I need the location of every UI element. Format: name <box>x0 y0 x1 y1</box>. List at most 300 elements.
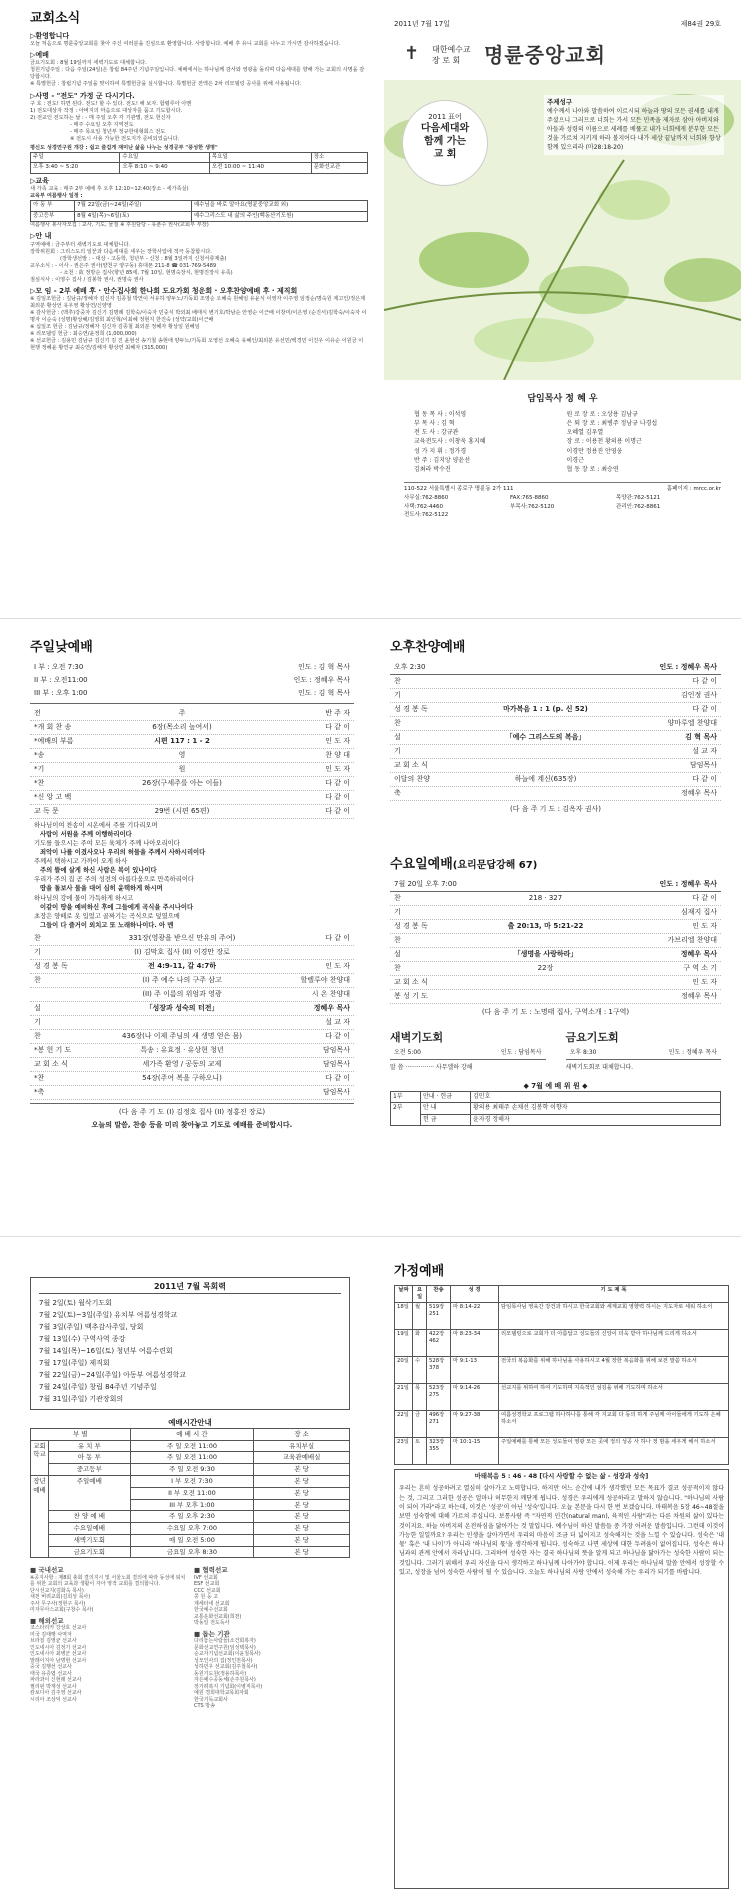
order-label: *송 <box>34 750 45 759</box>
afternoon-title: 오후찬양예배 <box>390 640 466 655</box>
order-detail: 218 · 327 <box>528 893 563 902</box>
table-cell: 496장 271 <box>427 1410 451 1437</box>
order-row <box>30 707 354 721</box>
order-label: 찬 <box>394 718 401 727</box>
mission-item: 다리놓는사람들(소건회복자) <box>194 1638 256 1645</box>
order-label: 기 <box>394 746 401 755</box>
bulletin-cover <box>384 0 741 605</box>
order-label: 이달의 찬양 <box>394 774 431 783</box>
order-row <box>390 717 721 731</box>
denomination-line: 장 로 회 <box>432 56 461 65</box>
order-row <box>30 791 354 805</box>
order-label: 찬 <box>34 976 41 985</box>
table-cell: 금요기도회 <box>49 1546 131 1558</box>
order-detail: 6장(목소리 높여서) <box>152 722 212 731</box>
time-text: 오후 2:30 <box>394 662 426 671</box>
guide-line: 교우소식 : - 이사 - 권은주 권사(양천구 양구동) 휴대폰 211-8 ☎ 031-769-5489 <box>30 262 217 269</box>
offering-line: ※ 선교헌금 : 김용민 김남규 김신기 김 진 윤현선 송기철 송현애 양두노/기독회 오영선 오혜숙 유혜인/최외분 유선민/백경민 이진우 이유순 이원금 이현행 정혜윤 황연규 최승연/김해자 황상연 최혜자 (315,000) <box>30 338 364 352</box>
news-title: 교회소식 <box>30 11 81 26</box>
mission-item: 예원 경희대학교목회자회 <box>194 1690 249 1697</box>
mission-lists <box>30 1566 350 1709</box>
table-cell: II 부 오전 11:00 <box>130 1487 254 1499</box>
service-time <box>30 687 354 700</box>
reading-line: 죄악이 나를 이겼사오나 우리의 허물을 주께서 사하시리이다 <box>40 848 206 856</box>
motto-line: 다음세대와 <box>420 123 470 135</box>
table-cell: 본 당 <box>254 1511 350 1523</box>
table-cell: I 부 오전 7:30 <box>130 1475 254 1487</box>
order-who: 정혜우 목사 <box>680 788 717 797</box>
order-row <box>390 990 721 1004</box>
order-who: 담임목사 <box>322 1088 350 1097</box>
dawn-prayer <box>390 1031 546 1072</box>
order-who: 다 같 이 <box>692 704 717 713</box>
mission-item: 교통운화선교회(희천) <box>194 1613 242 1620</box>
time-text: II 부 : 오전11:00 <box>34 675 88 684</box>
staff-item: 부 목 사 : 김 혁 <box>414 420 455 428</box>
order-row <box>30 974 354 988</box>
table-cell: 422장 462 <box>427 1329 451 1356</box>
table-cell: 19일 <box>395 1329 413 1356</box>
home-table <box>394 1285 729 1465</box>
order-who: 담임목사 <box>322 1046 350 1055</box>
order-label: *축 <box>34 1088 45 1097</box>
table-cell: 주일예배를 통해 모든 성도들이 영광 모든 곳에 정의 성공 사 하나 정 밤을 세우게 해서 하소서 <box>499 1437 729 1464</box>
order-who: 담임목사 <box>689 760 717 769</box>
mission-item: 문화선교연구원(임성택목사) <box>194 1644 256 1651</box>
homepage: 홈페이지 : mrcc.or.kr <box>666 485 721 492</box>
mission-col-right <box>194 1566 350 1709</box>
table-cell: 부 별 <box>31 1428 131 1440</box>
order-row <box>390 689 721 703</box>
order-label: *찬 <box>34 1074 45 1083</box>
edu-more: 여름행사 봉사자모집 : 교사, 기도, 물질 ※ 후원담당 - 유춘수 권사(교회부 부장) <box>30 222 209 229</box>
order-detail: 시편 117 : 1 - 2 <box>154 736 210 745</box>
staff-item: 전 도 사 : 강규관 <box>414 429 459 437</box>
guide-line: 점심식사 : 이영수 집사 / 김봉학 권사, 권명숙 권사 <box>30 276 144 283</box>
leader-text: 인도 : 정혜우 목사 <box>293 675 350 684</box>
table-cell: 오전 10:00 ~ 11:40 <box>209 163 311 173</box>
table-cell: 토 <box>413 1437 427 1464</box>
order-detail: 주 <box>178 708 186 717</box>
time-text: 오후 8:30 <box>569 1048 597 1056</box>
table-cell: 본 당 <box>254 1534 350 1546</box>
mission-item: 새천 버려교회(김희성 목사) <box>30 1594 91 1601</box>
table-cell: 유치부실 <box>254 1440 350 1452</box>
wednesday-title <box>390 856 721 874</box>
mission-item: CCC 선교회 <box>194 1587 221 1594</box>
order-who: 양마루엘 찬양대 <box>667 718 717 727</box>
table-cell: 목요일 <box>209 153 311 163</box>
mission-item: 순교자기념선교회(이윤철목사) <box>194 1651 261 1658</box>
order-who: 심재지 집사 <box>680 907 717 916</box>
welcome-text: 오늘 처음으로 명륜중앙교회를 찾아 주신 여러분을 진심으로 환영합니다. 사랑합니다. 예배 후 유니 교회를 나누고 가시면 감사하겠습니다. <box>30 40 341 47</box>
table-cell: 새벽기도회 <box>49 1534 131 1546</box>
order-who: 인 도 자 <box>692 977 717 986</box>
table-cell: 기 도 제 목 <box>499 1285 729 1302</box>
order-who: 다 같 이 <box>325 1074 350 1083</box>
church-news <box>0 0 384 352</box>
motto-line: 2011 표어 <box>428 113 462 121</box>
reading-line: 땅을 돌보사 물을 대어 심히 윤택하게 하시며 <box>40 885 163 893</box>
afternoon-header <box>390 661 721 675</box>
mission-item: 캄보디아 김주영 선교사 <box>30 1690 82 1697</box>
order-detail: 331장(영광을 받으신 만유의 주여) <box>128 934 236 943</box>
calendar-item: 7월 22일(금)~24일(주일) 아동부 여름성경학교 <box>39 1370 187 1379</box>
address <box>404 482 721 493</box>
table-cell: 선교지를 위하여 하여 기도하며 지속적인 섬김을 위해 기도하며 하소서 <box>499 1383 729 1410</box>
table-cell: 수요일 <box>120 153 209 163</box>
time-text: 7월 20일 오후 7:00 <box>394 879 457 888</box>
order-row <box>390 675 721 689</box>
order-who: 인 도 자 <box>325 736 350 745</box>
order-detail: 54장(주여 복을 구하오니) <box>142 1074 222 1083</box>
duty-roster <box>390 1082 721 1126</box>
table-cell: 전국의 복음화를 위해 하나님을 사용하시고 4월 장한 복음화를 위해 보전 말씀 하소서 <box>499 1356 729 1383</box>
devotional-title: 마태복음 5 : 46 - 48 [다시 사랑할 수 없는 삶 - 성장과 성숙] <box>474 1472 649 1480</box>
mission-item: 코스타리카 강상호 선교사 <box>30 1625 87 1632</box>
table-cell: 예수님을 바로 알아요(명륜중앙교회 외) <box>191 201 367 211</box>
table-cell: 장 소 <box>254 1428 350 1440</box>
order-label: 설 <box>394 732 401 741</box>
home-title: 가정예배 <box>394 1264 445 1279</box>
order-row <box>390 892 721 906</box>
table-cell: 주 일 오전 11:00 <box>130 1440 254 1452</box>
dawn-title: 새벽기도회 <box>390 1030 444 1044</box>
staff-item: 반 주 : 김지앙 양윤선 <box>414 456 471 464</box>
duty-title: ◆ 7월 예 배 위 원 ◆ <box>523 1081 588 1090</box>
table-cell: 본 당 <box>254 1523 350 1535</box>
table-cell: 아 동 부 <box>49 1452 131 1464</box>
order-who: 가브리엘 찬양대 <box>667 935 717 944</box>
phones <box>384 493 741 521</box>
order-who: 인 도 자 <box>325 764 350 773</box>
cross-icon: ✝ <box>404 43 420 64</box>
worship-heading: ▷예배 <box>30 51 49 59</box>
guide-heading: ▷안 내 <box>30 232 52 241</box>
home-worship <box>370 1237 741 1889</box>
order-who: 다 같 이 <box>325 934 350 943</box>
church-name: 명륜중앙교회 <box>484 43 606 67</box>
order-row <box>390 920 721 934</box>
order-who: 설 교 자 <box>325 1018 350 1027</box>
table-cell: 오후 3:40 ~ 5:20 <box>31 163 120 173</box>
mission-item: 장기려복지 기념회(이병직목사) <box>194 1683 263 1690</box>
table-cell: 헌 금 <box>421 1114 471 1125</box>
order-who: 다 같 이 <box>692 893 717 902</box>
worship-line: 금요기도회 : 8월 19일까지 세벽기도로 대체합니다. <box>30 60 147 67</box>
table-cell: 323장 355 <box>427 1437 451 1464</box>
offering-line: ※ 십일조 헌금 : 김남규/정혜자 김신자 김종철 최외분 정혜자 황상일 원혜임 <box>30 324 200 331</box>
edu-line: 새 가족 교육 : 매주 2부 예배 후 오후 12:10~12:40(장소 - 세가족실) <box>30 186 189 193</box>
staff-item: 원 로 장 로 : 오상용 김남규 <box>566 411 638 419</box>
order-label: 기 <box>34 948 41 957</box>
order-row <box>390 962 721 976</box>
order-label: *개 회 찬 송 <box>34 722 72 731</box>
order-row <box>30 805 354 819</box>
order-who: 김 혁 목사 <box>685 732 717 741</box>
staff-item: 김최라 박수진 <box>414 465 451 473</box>
table-cell: 날짜 <box>395 1285 413 1302</box>
denomination-line: 대한예수교 <box>432 45 471 54</box>
mission-item: 파라과이 신현래 선교사 <box>30 1677 82 1684</box>
calendar-item: 7월 31일(주일) 기관장회의 <box>39 1394 124 1403</box>
order-detail: 436장(나 이제 주님의 새 생명 얻은 몸) <box>121 1032 243 1041</box>
reading-line: 기도를 들으시는 주여 모든 육체가 주께 나아오리이다 <box>34 839 180 847</box>
table-cell: 주일 <box>31 153 120 163</box>
service-time <box>30 661 354 674</box>
table-cell: 아 동 부 <box>31 201 75 211</box>
table-cell: 매 일 오전 5:00 <box>130 1534 254 1546</box>
order-who: 다 같 이 <box>325 806 350 815</box>
table-cell: 마 9:27-38 <box>451 1410 499 1437</box>
order-detail: 「예수 그리스도의 복음」 <box>505 732 586 741</box>
table-cell: 예수그리스도 내 삶의 주인(백동산기도원) <box>191 211 367 221</box>
table-cell: 금 <box>413 1410 427 1437</box>
order-who: 찬 양 대 <box>325 750 350 759</box>
table-cell: 2부 <box>391 1103 421 1125</box>
table-cell: 주 일 오전 11:00 <box>130 1452 254 1464</box>
order-row <box>30 1072 354 1086</box>
reading-line: 그들이 다 즐거이 외치고 또 노래하나이다. 아 멘 <box>40 921 174 929</box>
phone: 사무실:762-8860 <box>404 495 449 502</box>
leader-text: 인도 : 김 혁 목사 <box>298 688 350 697</box>
mission-item: 태국 유증엽 선교사 <box>30 1670 72 1677</box>
mission-item: IVF 선교회 <box>194 1574 218 1581</box>
duty-table <box>390 1091 721 1125</box>
order-row <box>390 703 721 717</box>
staff-item: 협 동 장 로 : 최승연 <box>566 465 619 473</box>
table-cell: 본 당 <box>254 1546 350 1558</box>
time-text: III 부 : 오후 1:00 <box>34 688 88 697</box>
cover-header <box>384 20 741 80</box>
divider <box>30 1103 354 1104</box>
order-who: 할렐루야 찬양대 <box>300 976 350 985</box>
table-cell: 수 <box>413 1356 427 1383</box>
order-row <box>390 759 721 773</box>
reading-line: 사람이 서원을 주께 이행하리이다 <box>40 830 132 838</box>
mission-heading: ■ 해외선교 <box>30 1616 64 1625</box>
mission-item: 콩 원 둥 고 <box>194 1594 219 1601</box>
order-who: 다 같 이 <box>325 778 350 787</box>
mission-item: 단시선교지(김화옥 목사) <box>30 1587 84 1594</box>
order-label: *신 앙 고 백 <box>34 792 72 801</box>
leader-text: 인도 : 담임목사 <box>500 1048 542 1056</box>
motto-line: 함께 가는 <box>423 136 467 148</box>
reading-line: 이같이 땅을 예비하신 후에 그들에게 곡식을 주시나이다 <box>40 903 194 911</box>
mission-line: 1) 전도대상자 작정 : 아버지의 마음으로 대상자를 품고 기도합시다. <box>30 107 183 114</box>
order-who: 인 도 자 <box>692 921 717 930</box>
mission-item: 중국 김행선 선교사 <box>30 1664 72 1671</box>
table-cell: 찬송 <box>427 1285 451 1302</box>
next-prayer: (다 음 주 기 도 : 김옥자 권사) <box>509 804 602 813</box>
order-detail: (I) 주 예수 나의 구주 삼고 <box>142 976 222 985</box>
welcome-heading: ▷환영합니다 <box>30 31 70 40</box>
order-who: 다 같 이 <box>325 792 350 801</box>
staff-item: 장 로 : 이용천 황의용 이명근 <box>566 438 642 446</box>
bulletin-volume: 제84권 29호 <box>680 20 721 28</box>
table-cell: 화 <box>413 1329 427 1356</box>
mission-item: 한국예수선교회 <box>194 1607 228 1614</box>
order-label: *봉 헌 기 도 <box>34 1046 72 1055</box>
title-text: 수요일예배 <box>390 856 453 872</box>
order-detail: 세가족 환영 / 공동의 교제 <box>142 1060 222 1069</box>
leader-text: 인도 : 김 혁 목사 <box>298 662 350 671</box>
staff-item: 이경근 <box>566 456 584 464</box>
table-cell: 수요일 오후 7:00 <box>130 1523 254 1535</box>
table-cell: 문화선교관 <box>311 163 367 173</box>
order-label: 교 회 소 식 <box>394 977 428 986</box>
table-cell: 장소 <box>311 153 367 163</box>
order-detail: 원 <box>178 764 186 773</box>
table-cell: 교육관예배실 <box>254 1452 350 1464</box>
table-cell: 본 당 <box>254 1464 350 1476</box>
order-who: 다 같 이 <box>325 722 350 731</box>
edu-line: 교육부 여름행사 일정 : <box>30 193 83 200</box>
order-row <box>30 1058 354 1072</box>
mission-item: 필리핀 박재성 선교사 <box>30 1683 77 1690</box>
edu-table <box>30 200 368 222</box>
offering-line: ※ 리모델링 헌금 : 최승연/윤정희 (1,000,000) <box>30 331 137 338</box>
phone: 부목사:762-5120 <box>510 503 555 510</box>
mission-item: 시리아 조상익 선교사 <box>30 1696 77 1703</box>
friday-title: 금요기도회 <box>565 1030 619 1044</box>
table-cell: 담임목사님 영육간 강건과 하시고 한국교회와 세계교회 영향력 하시는 지도자로 세워 하소서 <box>499 1302 729 1329</box>
order-row <box>30 749 354 763</box>
table-cell: 23일 <box>395 1437 413 1464</box>
afternoon-service <box>370 619 741 1126</box>
mission-item: 성모인사의 집(정인천목사) <box>194 1657 253 1664</box>
order-who: 다 같 이 <box>692 676 717 685</box>
mission-item: 주사 무구사(정현구 목사) <box>30 1600 86 1607</box>
dawn-text: 말 씀 ··············· 사무엘하 강해 <box>390 1063 473 1071</box>
table-cell: 본 당 <box>254 1487 350 1499</box>
table-cell: 리모델링으로 교회가 더 아름답고 성도들의 신앙이 더욱 받아 하나님께 드리게 하소서 <box>499 1329 729 1356</box>
bulletin-date: 2011년 7월 17일 <box>394 20 450 28</box>
prayer-meetings <box>390 1031 721 1072</box>
verse-title: 주제성구 <box>547 98 573 106</box>
mission-item: 자은예수공동체(손주원목사) <box>194 1677 256 1684</box>
reading-line: 우리가 주의 집 곧 주의 성전의 아름다움으로 만족하리이다 <box>34 876 194 884</box>
guide-line: (장학생선발 : - 대상 - 고등학, 청년부 - 신청 : 8월 3일까지 신청서류제출) <box>60 255 227 262</box>
offering-line: ※ 감사헌금 : (맥추)강중자 김신기 김명례 김학숙/이숙자 민중식 박외최 배태식 변기호/박남순 안영순 이근배 이창미/이은영 (순진서)김학숙/이숙자 이명자 이순숙 (성명)황상혜/김영희 최인혁/이최혜 정현지 한진숙 (성약/교회)이근배 <box>30 310 367 324</box>
order-label: *기 <box>34 764 45 773</box>
verse-text: 예수께서 나아와 말씀하여 이르시되 하늘과 땅의 모든 권세를 내게 주셨으니 그러므로 너희는 가서 모든 민족을 제자로 삼아 아버지와 아들과 성령의 이름으로 세례를 베풀고 내가 너희에게 분부한 모든 것을 가르쳐 지키게 하라 볼지어다 내가 세상 끝날까지 너희와 항상 함께 있으리라 (마28:18-20) <box>547 107 721 151</box>
order-detail: (II) 주 이름의 위엄과 영광 <box>142 990 222 999</box>
denomination <box>432 44 471 66</box>
mission-heading: ■ 돕는 기관 <box>194 1629 230 1638</box>
order-detail: 「성장과 성숙의 터전」 <box>145 1004 219 1013</box>
next-prayer: (다 음 주 기 도 : 노명태 집사, 구역소개 : 1구역) <box>481 1007 630 1016</box>
order-row <box>390 787 721 801</box>
table-cell: 오후 8:10 ~ 9:40 <box>120 163 209 173</box>
mission-line: - 매주 수요일 오후 지역전도 <box>70 121 134 128</box>
mission-heading: ▷사명 - "전도" 가정 군 다시기다. <box>30 91 135 100</box>
sunday-service <box>0 619 370 1135</box>
mission-item: 성하민우 선교회(김주철목사) <box>194 1664 258 1671</box>
worship-line: ※ 특별헌금 : 창립기념 주일을 맞이하여 특별헌금을 실시합니다. 특별헌금 전액은 2차 리모델링 공사를 위해 사용됩니다. <box>30 81 302 88</box>
calendar-item: 7월 2일(토) 월삭기도회 <box>39 1298 112 1307</box>
order-row <box>30 735 354 749</box>
order-detail: 전 4:9-11, 갈 4:7하 <box>148 962 216 971</box>
order-who: 구 역 소 기 <box>683 963 717 972</box>
table-cell: 본 당 <box>254 1475 350 1487</box>
table-cell: 18일 <box>395 1302 413 1329</box>
prepare-note: 오늘의 말씀, 찬송 등을 미리 찾아놓고 기도로 예배를 준비합시다. <box>91 1121 293 1130</box>
friday-header <box>566 1046 722 1060</box>
time-text: 오전 5:00 <box>394 1048 421 1056</box>
table-cell: 황의용 최태주 손채선 김봉학 이향자 <box>471 1103 721 1114</box>
reading-line: 주의 뜰에 살게 하신 사람은 복이 있나이다 <box>40 867 157 875</box>
table-cell: 523장 275 <box>427 1383 451 1410</box>
order-label: 기 <box>34 1018 41 1027</box>
calendar-item: 7월 13일(수) 구역사역 종강 <box>39 1334 126 1343</box>
table-cell: 8월 4일(목)~6일(토) <box>75 211 192 221</box>
table-cell: 목 <box>413 1383 427 1410</box>
order-label: 찬 <box>394 935 401 944</box>
order-row <box>390 976 721 990</box>
table-cell: 찬 양 예 배 <box>49 1511 131 1523</box>
sheet-news-cover <box>0 0 741 605</box>
calendar-title: 2011년 7월 목회력 <box>39 1282 341 1294</box>
order-detail: 출 20:13, 마 5:21-22 <box>507 921 584 930</box>
table-cell: 예 배 시 간 <box>130 1428 254 1440</box>
table-cell: 21일 <box>395 1383 413 1410</box>
order-who: 인 도 자 <box>325 962 350 971</box>
order-row <box>390 906 721 920</box>
mission-item: 한국기독교회사 <box>194 1696 228 1703</box>
worship-line: 청원기념주일 : 다음 주일(24일)은 창립 84주년 기념주일입니다. 예배에서는 하나님께 감사와 영광을 돌리며 다음세대를 향해 가는 교회의 사명을 감당합시다. <box>30 67 365 81</box>
table-cell: 요일 <box>413 1285 427 1302</box>
phone: 사택:762-4460 <box>404 503 443 510</box>
calendar-item: 7월 2일(토)~3일(주일) 유치부 여름성경학교 <box>39 1310 178 1319</box>
sheet-calendar-home <box>0 1236 741 1869</box>
order-label: 교 회 소 식 <box>34 1060 68 1069</box>
staff-item: 오혜열 김우열 <box>566 429 604 437</box>
guide-line: - 소천 : 故 정방순 집사(향년 85세, 7월 10일, 현명숙장식, 현명진장식 유족) <box>60 269 233 276</box>
order-label: 기 <box>394 690 401 699</box>
table-cell: 중고등부 <box>31 211 75 221</box>
study-label: 평신도 성경연구원 개강 : 쉽고 즐겁게 재미난 삶을 나누는 성경공부 "풍성한 생명" <box>30 145 218 152</box>
order-label: 교 독 문 <box>34 806 59 815</box>
order-row <box>30 1030 354 1044</box>
order-row <box>390 745 721 759</box>
mission-line: ※ 전도시 사용 가능한 전도지가 준비되었습니다. <box>70 136 180 143</box>
table-cell: 7월 22일(금)~24일(주일) <box>75 201 192 211</box>
edu-heading: ▷교육 <box>30 176 49 185</box>
friday-text: 새벽기도회로 대체합니다. <box>565 1063 634 1071</box>
order-row <box>390 773 721 787</box>
responsive-reading <box>30 819 354 933</box>
leader-text: 인도 : 정혜우 목사 <box>659 662 717 671</box>
order-who: 설 교 자 <box>692 746 717 755</box>
mission-item: 인도네시아 김정기 선교사 <box>30 1644 87 1651</box>
order-detail: 「생명을 사랑하라」 <box>513 949 578 958</box>
order-who: 시 온 찬양대 <box>311 990 350 999</box>
order-row <box>30 1016 354 1030</box>
table-cell: 528장 378 <box>427 1356 451 1383</box>
order-row <box>30 946 354 960</box>
order-row <box>30 721 354 735</box>
order-row <box>390 948 721 962</box>
order-row <box>30 1044 354 1058</box>
order-row <box>30 988 354 1002</box>
title-sub: (요리문답강해 67) <box>452 859 538 871</box>
order-row <box>30 932 354 946</box>
next-prayer: (다 음 주 기 도 (I) 김정호 집사 (II) 정홍진 장로) <box>118 1108 266 1117</box>
times-table <box>30 1428 350 1558</box>
table-cell: 본 당 <box>254 1499 350 1511</box>
staff-item: 이경만 정용진 안영웅 <box>566 447 623 455</box>
